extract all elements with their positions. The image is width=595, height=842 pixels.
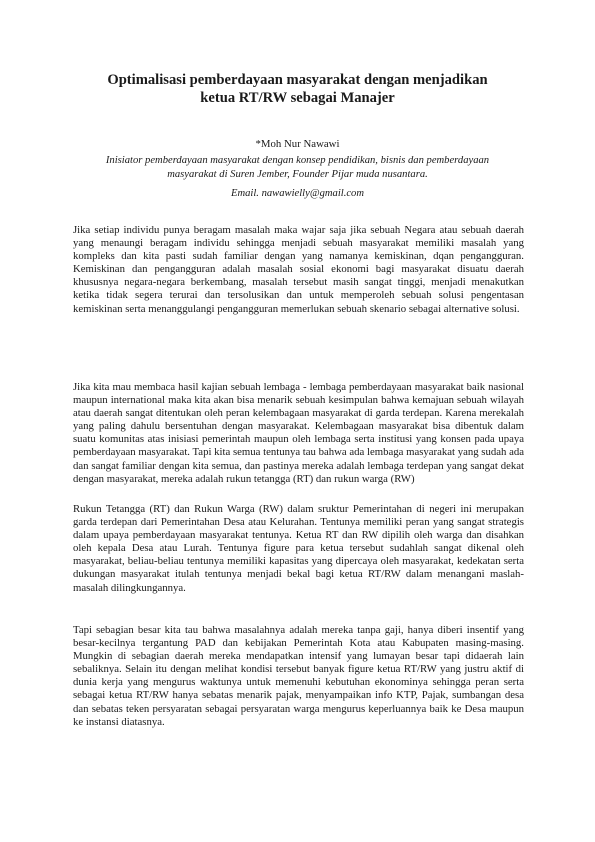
affiliation-line-2: masyarakat di Suren Jember, Founder Pijar muda nusantara. <box>167 168 428 180</box>
title-line-1: Optimalisasi pemberdayaan masyarakat dengan menjadikan <box>107 72 488 88</box>
author-email: Email. nawawielly@gmail.com <box>230 188 365 199</box>
affiliation-line-1: Inisiator pemberdayaan masyarakat dengan konsep pendidikan, bisnis dan pemberdayaan <box>105 155 490 166</box>
paper-title <box>70 72 525 107</box>
title-line-2: ketua RT/RW sebagai Manajer <box>200 89 395 106</box>
body-paragraph-3: Rukun Tetangga (RT) dan Rukun Warga (RW) dalam sruktur Pemerintahan di negeri ini merupakan garda terdepan dari Pemerintahan Desa atau Kelurahan. Tentunya memiliki peran yang sangat strategis dalam upaya pemberdayaan masyarakat tentunya. Ketua RT dan RW dipilih oleh warga dan disahkan oleh kepala Desa atau Lurah. Tentunya figure para ketua tersebut sudahlah sangat dikenal oleh masyarakat, beliau-beliau tentunya memiliki kapasitas yang dipercaya oleh masyarakat, kedekatan serta dukungan masyarakat itulah tentunya menjadi bekal bagi ketua RT/RW dalam menangani maslah-masalah dilingkungannya. <box>73 503 524 594</box>
body-paragraph-4: Tapi sebagian besar kita tau bahwa masalahnya adalah mereka tanpa gaji, hanya diberi insentif yang besar-kecilnya tergantung PAD dan kebijakan Pemerintah Kota atau Kabupaten masing-masing. Mungkin di sebagian daerah mereka mendapatkan intensif yang lumayan besar tapi didaerah lain sebaliknya. Selain itu dengan melihat kondisi tersebut banyak figure ketua RT/RW yang justru aktif di dunia kerja yang mengurus waktunya untuk memenuhi kebutuhan ekonominya sehingga peran serta sebagai ketua RT/RW hanya sebatas menarik pajak, menyampaikan info KTP, Pajak, sumbangan desa dan sebatas teken persyaratan sebagai persyaratan warga mengurus keperluannya baik ke Desa maupun ke instansi diatasnya. <box>73 624 524 728</box>
author-affiliation <box>70 154 525 181</box>
author-name: *Moh Nur Nawawi <box>255 138 340 150</box>
body-paragraph-2: Jika kita mau membaca hasil kajian sebuah lembaga - lembaga pemberdayaan masyarakat baik nasional maupun international maka kita akan bisa menarik sebuah kesimpulan bahwa kemajuan sebuah wilayah atau daerah sangat ditentukan oleh peran kelembagaan masyarakat di garda terdepan. Karena merekalah yang paling dahulu bersentuhan dengan masyarakat. Kelembagaan masyarakat bisa dibentuk dalam suatu komunitas atas inisiasi pemerintah maupun oleh lembaga serta institusi yang konsen pada upaya pemberdayaan masyarakat. Tapi kita semua tentunya tau bahwa ada lembaga masyarakat yang sudah ada dan sangat familiar dengan kita semua, dan pastinya mereka adalah lembaga terdepan yang sangat dekat dengan masyarakat, mereka adalah rukun tetangga (RT) dan rukun warga (RW) <box>73 381 524 485</box>
body-paragraph-1: Jika setiap individu punya beragam masalah maka wajar saja jika sebuah Negara atau sebuah daerah yang menaungi beragam individu sehingga menjadi sebuah masyarakat memiliki masalah yang kompleks dan kita pasti sudah familiar dengan yang namanya kemiskinan, dqan pengangguran. Kemiskinan dan pengangguran adalah masalah sosial ekonomi bagi masyarakat disuatu daerah khususnya negara-negara berkembang, masalah tersebut masih sangat tinggi, menjadi menakutkan ketika tidak segera terurai dan tersolusikan dan untuk memperoleh sebuah solusi pengentasan kemiskinan serta menanggulangi pengangguran memerlukan sebuah skenario sebagai alternative solusi. <box>73 224 524 315</box>
